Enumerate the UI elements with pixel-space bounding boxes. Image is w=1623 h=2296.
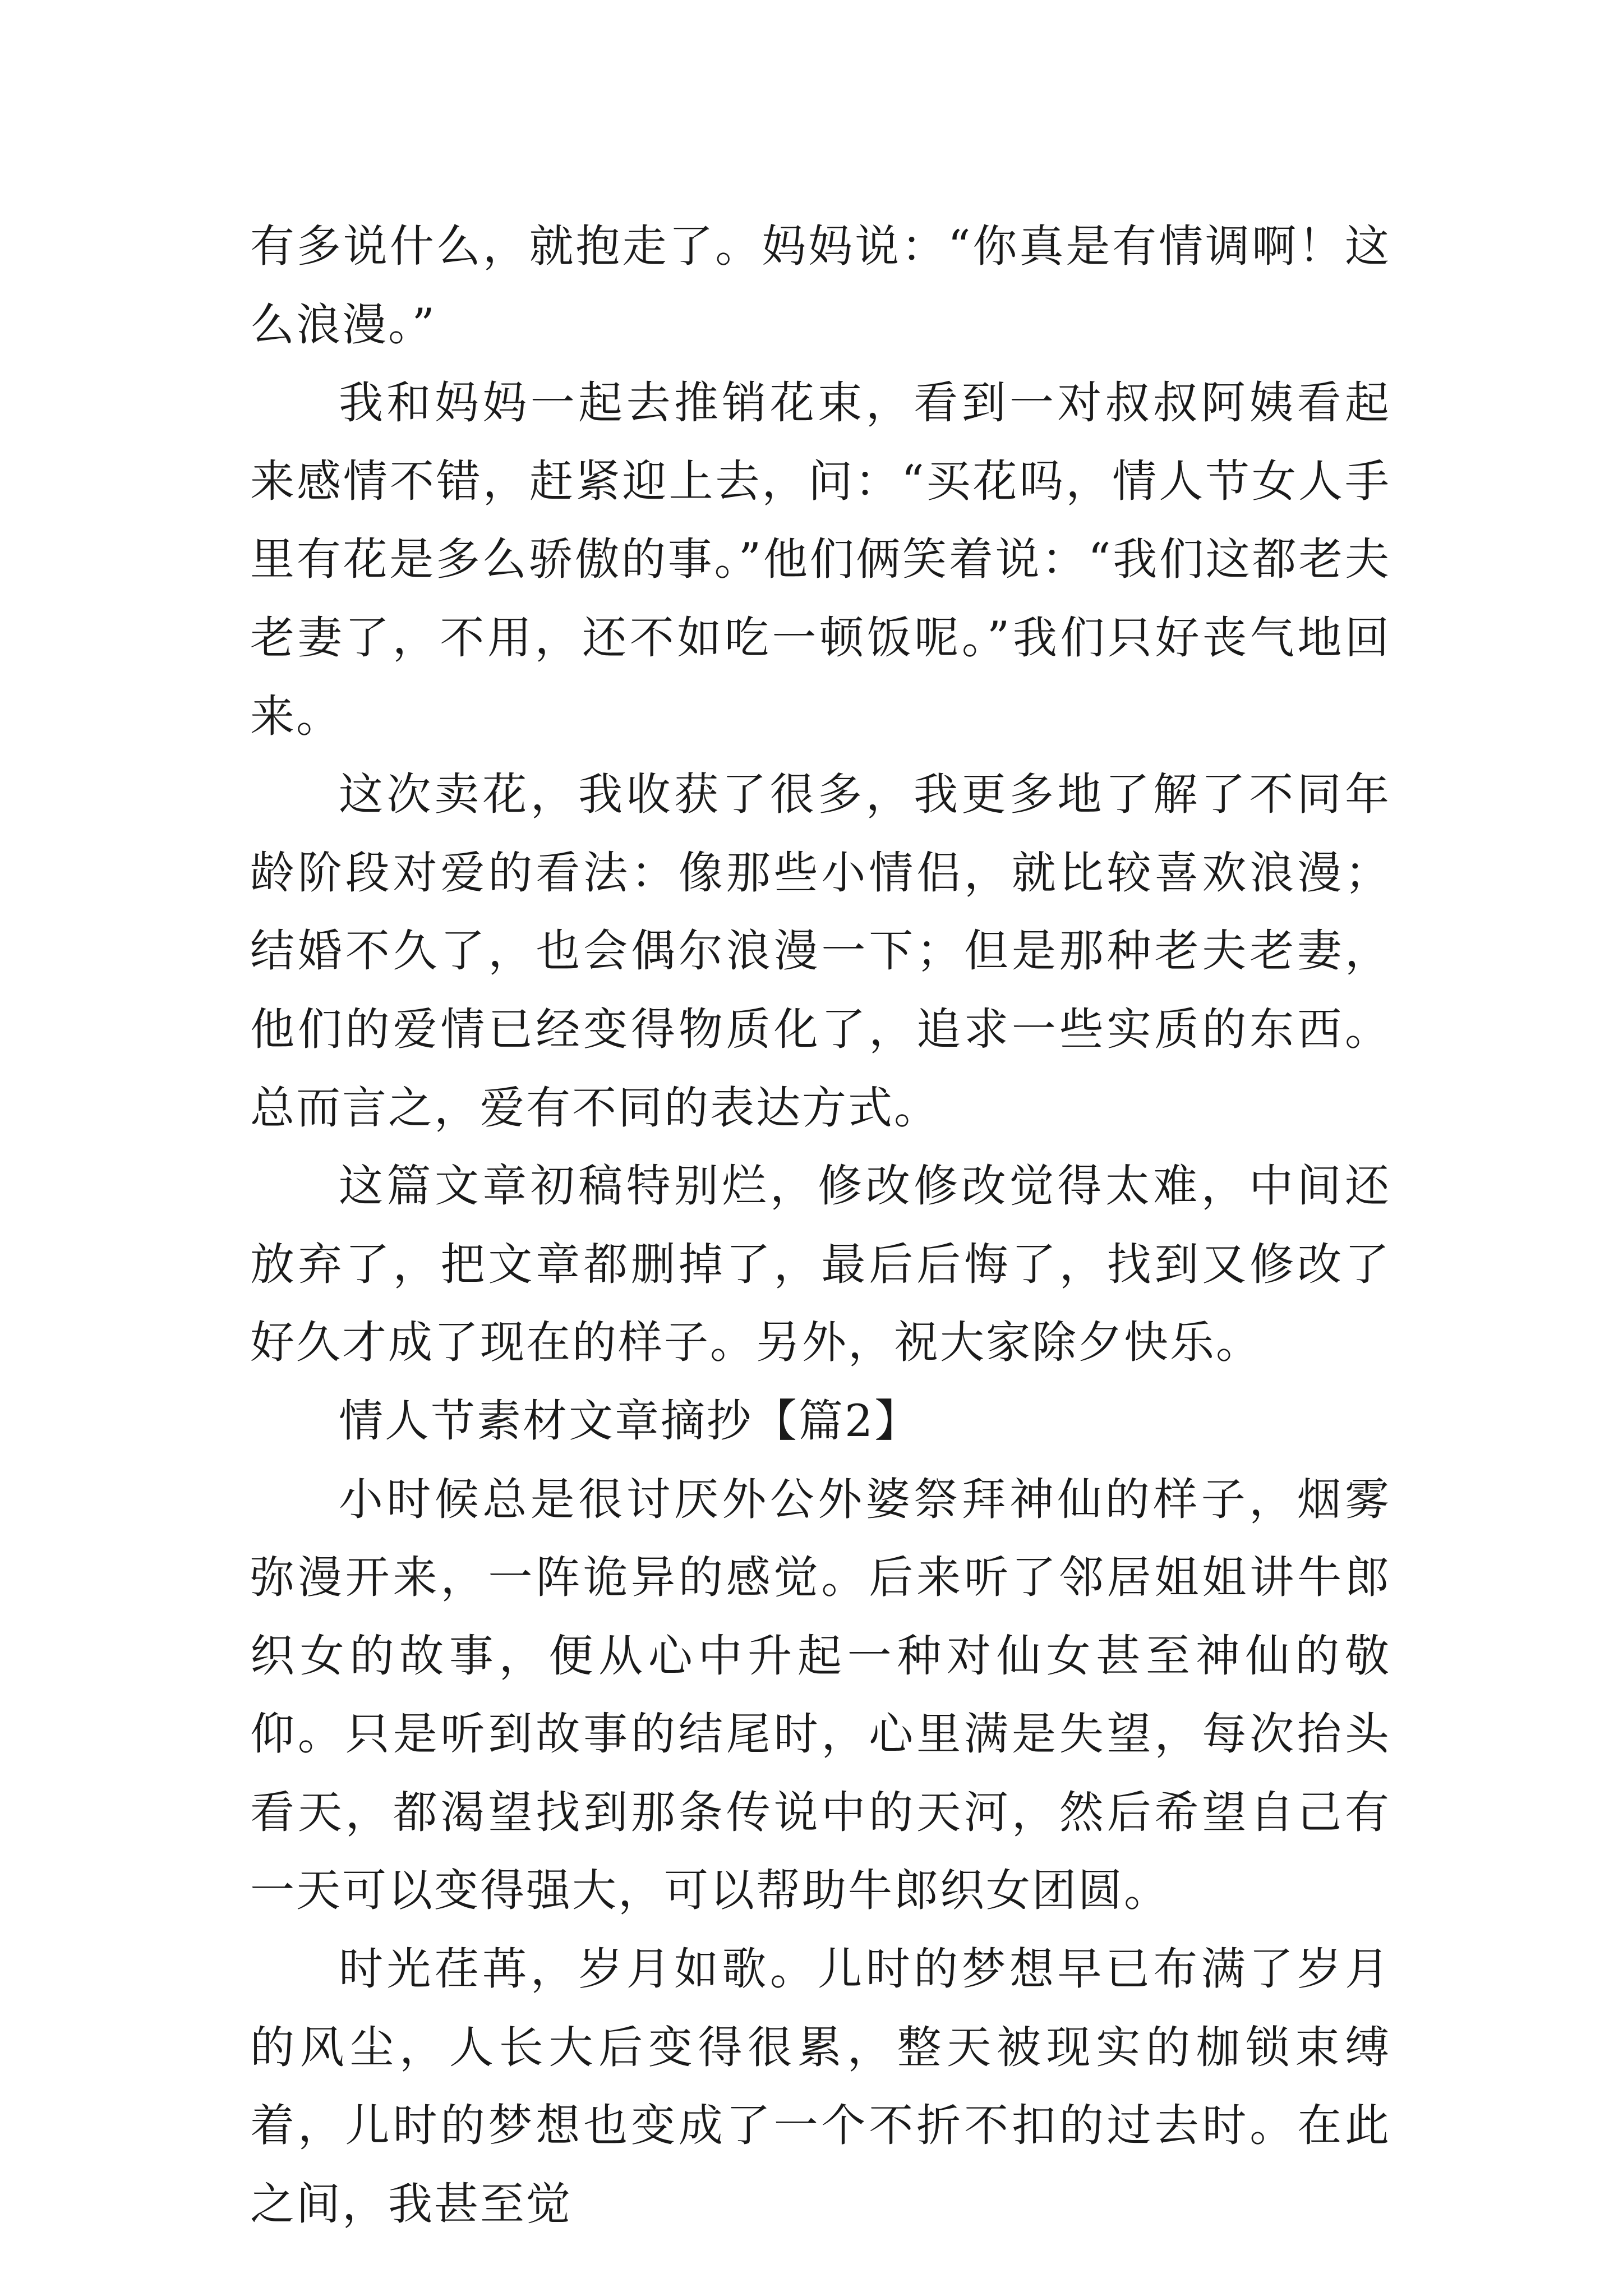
paragraph: 小时候总是很讨厌外公外婆祭拜神仙的样子，烟雾弥漫开来，一阵诡异的感觉。后来听了邻居姐姐讲牛郎织女的故事，便从心中升起一种对仙女甚至神仙的敬仰。只是听到故事的结尾时，心里满是失望，每次抬头看天，都渴望找到那条传说中的天河，然后希望自己有一天可以变得强大，可以帮助牛郎织女团圆。 — [250, 1473, 1391, 1917]
paragraph: 我和妈妈一起去推销花束，看到一对叔叔阿姨看起来感情不错，赶紧迎上去，问：“买花吗，情人节女人手里有花是多么骄傲的事。”他们俩笑着说：“我们这都老夫老妻了，不用，还不如吃一顿饭呢。”我们只好丧气地回来。 — [250, 377, 1391, 742]
paragraph: 这篇文章初稿特别烂，修改修改觉得太难，中间还放弃了，把文章都删掉了，最后后悔了，找到又修改了好久才成了现在的样子。另外，祝大家除夕快乐。 — [250, 1160, 1391, 1369]
section-heading: 情人节素材文章摘抄【篇2】 — [339, 1395, 921, 1447]
paragraph: 这次卖花，我收获了很多，我更多地了解了不同年龄阶段对爱的看法：像那些小情侣，就比较喜欢浪漫；结婚不久了，也会偶尔浪漫一下；但是那种老夫老妻，他们的爱情已经变得物质化了，追求一些实质的东西。总而言之，爱有不同的表达方式。 — [250, 769, 1391, 1134]
paragraph-continued: 有多说什么，就抱走了。妈妈说：“你真是有情调啊！这么浪漫。” — [250, 220, 1391, 351]
paragraph: 时光荏苒，岁月如歌。儿时的梦想早已布满了岁月的风尘，人长大后变得很累，整天被现实的枷锁束缚着，儿时的梦想也变成了一个不折不扣的过去时。在此之间，我甚至觉 — [250, 1943, 1391, 2230]
document-body — [250, 208, 1391, 2243]
